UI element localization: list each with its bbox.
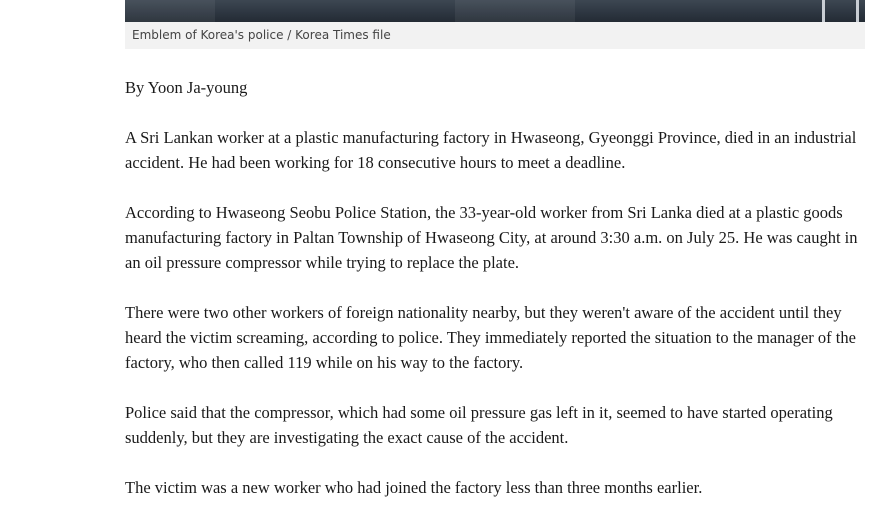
byline: By Yoon Ja-young xyxy=(125,78,248,97)
photo-caption: Emblem of Korea's police / Korea Times file xyxy=(125,22,865,49)
photo-band xyxy=(455,0,575,22)
article-body xyxy=(125,75,865,516)
article-paragraph: There were two other workers of foreign nationality nearby, but they weren't aware of the accident until they heard the victim screaming, according to police. They immediately reported the situation to the manager of the factory, who then called 119 while on his way to the factory. xyxy=(125,303,856,372)
article-paragraph: Police said that the compressor, which had some oil pressure gas left in it, seemed to have started operating suddenly, but they are investigating the exact cause of the accident. xyxy=(125,403,833,447)
police-emblem-photo xyxy=(125,0,865,22)
photo-band xyxy=(125,0,215,22)
article-paragraph: The victim was a new worker who had joined the factory less than three months earlier. xyxy=(125,478,703,497)
article-paragraph: According to Hwaseong Seobu Police Station, the 33-year-old worker from Sri Lanka died at a plastic goods manufacturing factory in Paltan Township of Hwaseong City, at around 3:30 a.m. on July 25. He was caught in an oil pressure compressor while trying to replace the plate. xyxy=(125,203,858,272)
photo-post xyxy=(822,0,825,22)
article-paragraph: A Sri Lankan worker at a plastic manufacturing factory in Hwaseong, Gyeonggi Province, died in an industrial accident. He had been working for 18 consecutive hours to meet a deadline. xyxy=(125,128,857,172)
photo-post xyxy=(856,0,859,22)
